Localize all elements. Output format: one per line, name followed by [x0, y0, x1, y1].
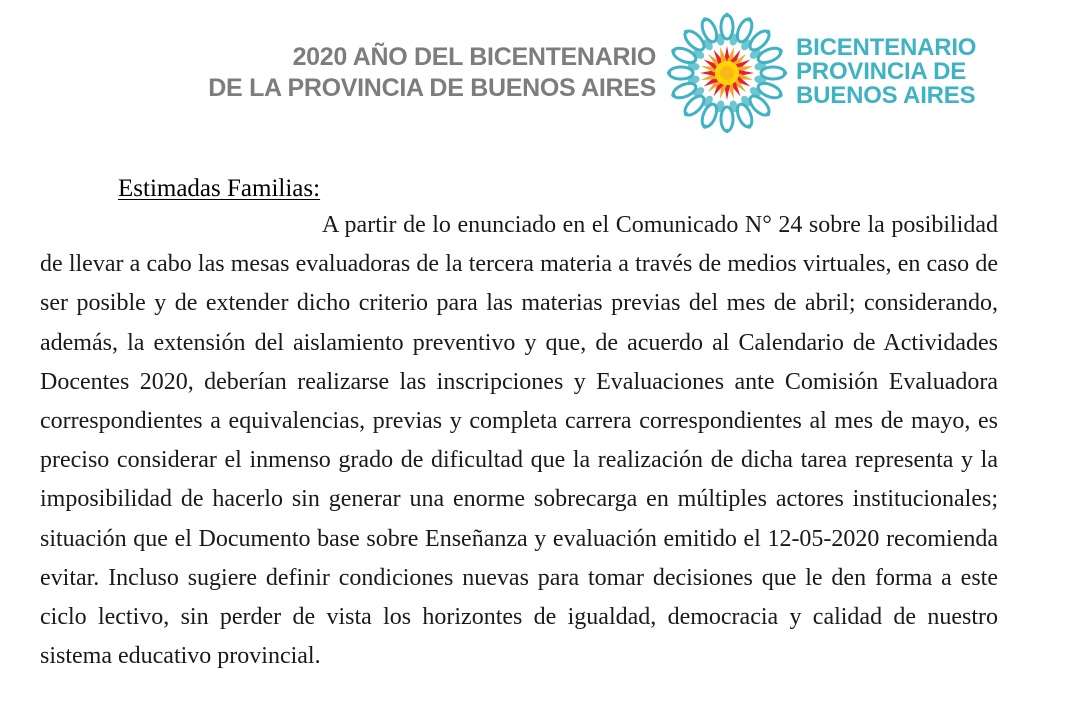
bicentenary-line-2: DE LA PROVINCIA DE BUENOS AIRES [208, 74, 656, 102]
brand-line-1: BICENTENARIO [796, 34, 977, 61]
bicentenary-caption [208, 42, 656, 104]
brand-caption [796, 36, 976, 108]
letter-greeting: Estimadas Familias: [118, 175, 321, 202]
letter-paragraph: A partir de lo enunciado en el Comunicado N° 24 sobre la posibilidad de llevar a cabo las mesas evaluadoras de la tercera materia a través de medios virtuales, en caso de ser posible y de extender dicho criterio para las materias previas del mes de abril; considerando, además, la extensión del aislamiento preventivo y que, de acuerdo al Calendario de Actividades Docentes 2020, deberían realizarse las inscripciones y Evaluaciones ante Comisión Evaluadora correspondientes a equivalencias, previas y completa carrera correspondientes al mes de mayo, es preciso considerar el inmenso grado de dificultad que la realización de dicha tarea representa y la imposibilidad de hacerlo sin generar una enorme sobrecarga en múltiples actores institucionales; situación que el Documento base sobre Enseñanza y evaluación emitido el 12-05-2020 recomienda evitar. Incluso sugiere definir condiciones nuevas para tomar decisiones que le den forma a este ciclo lectivo, sin perder de vista los horizontes de igualdad, democracia y calidad de nuestro sistema educativo provincial. [40, 212, 998, 670]
header-banner [0, 0, 1068, 150]
bicentenary-line-1: 2020 AÑO DEL BICENTENARIO [292, 43, 656, 71]
brand-line-3: BUENOS AIRES [796, 82, 976, 109]
brand-line-2: PROVINCIA DE [796, 58, 967, 85]
sun-flower-emblem-icon [666, 12, 788, 134]
